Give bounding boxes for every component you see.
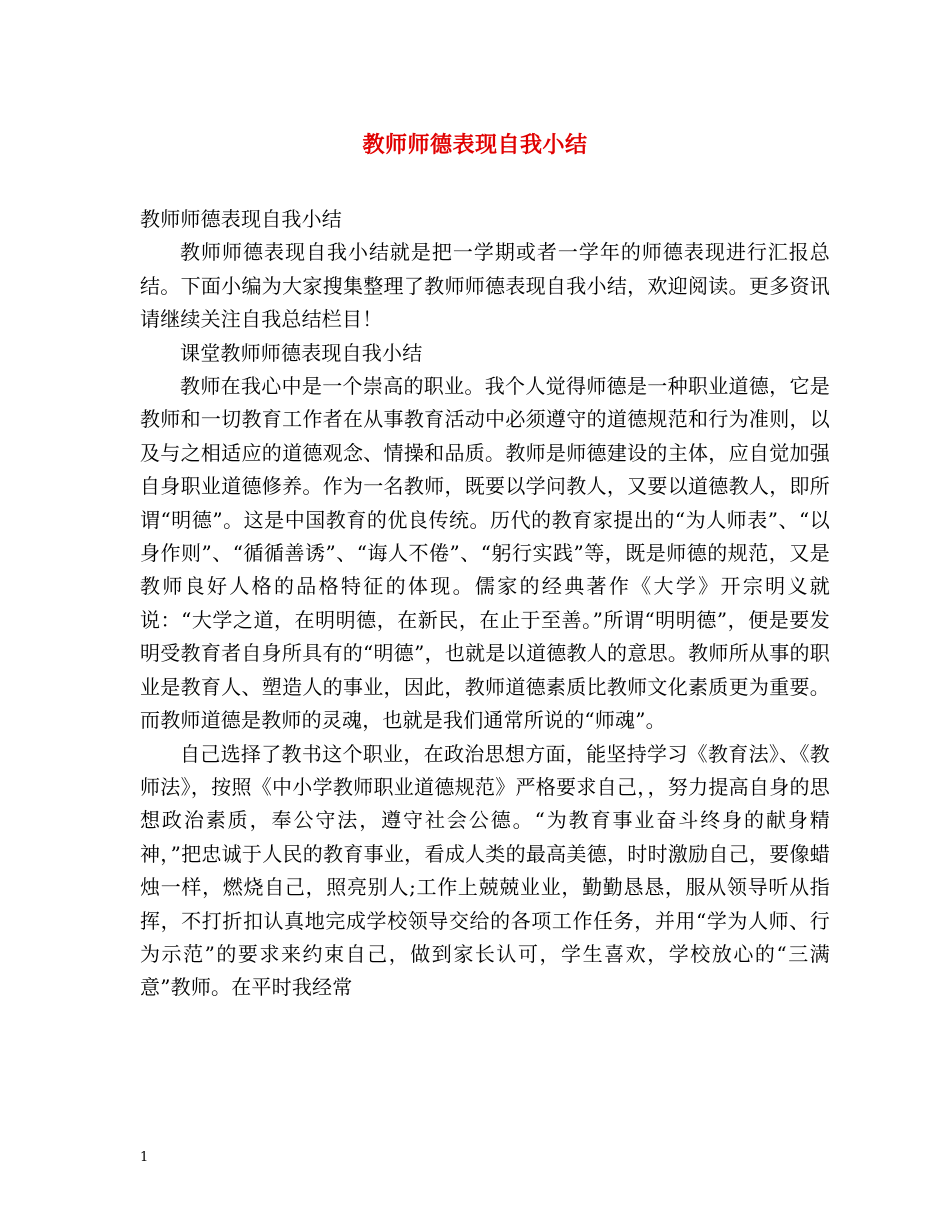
page-number: 1 <box>140 1150 149 1165</box>
paragraph-teacher-ethics: 教师在我心中是一个崇高的职业。我个人觉得师德是一种职业道德，它是教师和一切教育工作者在从事教育活动中必须遵守的道德规范和行为准则，以及与之相适应的道德观念、情操和品质。教师是师德建设的主体，应自觉加强自身职业道德修养。作为一名教师，既要以学问教人，又要以道德教人，即所谓“明德”。这是中国教育的优良传统。历代的教育家提出的“为人师表”、“以身作则”、“循循善诱”、“诲人不倦”、“躬行实践”等，既是师德的规范，又是教师良好人格的品格特征的体现。儒家的经典著作《大学》开宗明义就说：“大学之道，在明明德，在新民，在止于至善。”所谓“明明德”，便是要发明受教育者自身所具有的“明德”，也就是以道德教人的意思。教师所从事的职业是教育人、塑造人的事业，因此，教师道德素质比教师文化素质更为重要。而教师道德是教师的灵魂，也就是我们通常所说的“师魂”。 <box>140 374 830 733</box>
paragraph-subtitle: 教师师德表现自我小结 <box>140 207 342 231</box>
paragraph-section-heading: 课堂教师师德表现自我小结 <box>180 340 423 365</box>
paragraph-self-review: 自己选择了教书这个职业，在政治思想方面，能坚持学习《教育法》、《教师法》，按照《中小学教师职业道德规范》严格要求自己，，努力提高自身的思想政治素质，奉公守法，遵守社会公德。“为教育事业奋斗终身的献身精神，”把忠诚于人民的教育事业，看成人类的最高美德，时时激励自己，要像蜡烛一样，燃烧自己，照亮别人;工作上兢兢业业，勤勤恳恳，服从领导听从指挥，不打折扣认真地完成学校领导交给的各项工作任务，并用“学为人师、行为示范”的要求来约束自己，做到家长认可，学生喜欢，学校放心的“三满意”教师。在平时我经常 <box>140 741 830 1000</box>
document-body <box>140 203 830 1005</box>
paragraph-intro: 教师师德表现自我小结就是把一学期或者一学年的师德表现进行汇报总结。下面小编为大家搜集整理了教师师德表现自我小结，欢迎阅读。更多资讯请继续关注自我总结栏目！ <box>140 240 830 332</box>
document-title: 教师师德表现自我小结 <box>362 132 588 158</box>
